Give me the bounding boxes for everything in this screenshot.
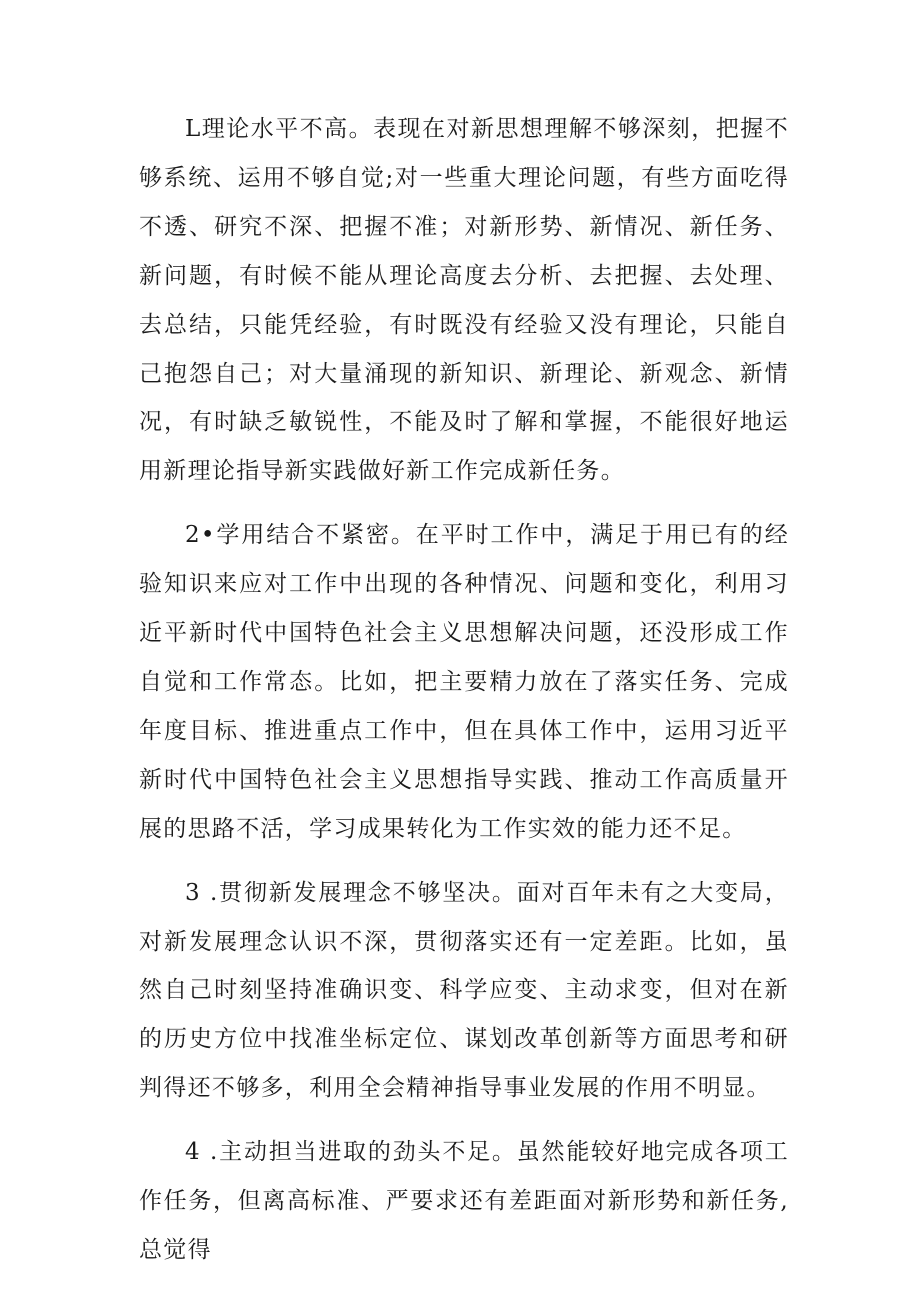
paragraph-theory-level: L理论水平不高。表现在对新思想理解不够深刻，把握不够系统、运用不够自觉;对一些重大理论问题，有些方面吃得不透、研究不深、把握不准；对新形势、新情况、新任务、新问题，有时候不能从理论高度去分析、去把握、去处理、去总结，只能凭经验，有时既没有经验又没有理论，只能自己抱怨自己；对大量涌现的新知识、新理论、新观念、新情况，有时缺乏敏锐性，不能及时了解和掌握，不能很好地运用新理论指导新实践做好新工作完成新任务。 bbox=[139, 116, 789, 485]
paragraph-development-concept: 3 .贯彻新发展理念不够坚决。面对百年未有之大变局，对新发展理念认识不深，贯彻落实还有一定差距。比如，虽然自己时刻坚持准确识变、科学应变、主动求变，但对在新的历史方位中找准坐标定位、谋划改革创新等方面思考和研判得还不够多，利用全会精神指导事业发展的作用不明显。 bbox=[139, 879, 789, 1102]
paragraph-study-application: 2•学用结合不紧密。在平时工作中，满足于用已有的经验知识来应对工作中出现的各种情况、问题和变化，利用习近平新时代中国特色社会主义思想解决问题，还没形成工作自觉和工作常态。比如，把主要精力放在了落实任务、完成年度目标、推进重点工作中，但在具体工作中，运用习近平新时代中国特色社会主义思想指导实践、推动工作高质量开展的思路不活，学习成果转化为工作实效的能力还不足。 bbox=[139, 522, 789, 842]
paragraph-initiative: 4 .主动担当进取的劲头不足。虽然能较好地完成各项工作任务，但离高标准、严要求还有差距面对新形势和新任务,总觉得 bbox=[139, 1139, 789, 1263]
document-body bbox=[139, 105, 789, 1290]
